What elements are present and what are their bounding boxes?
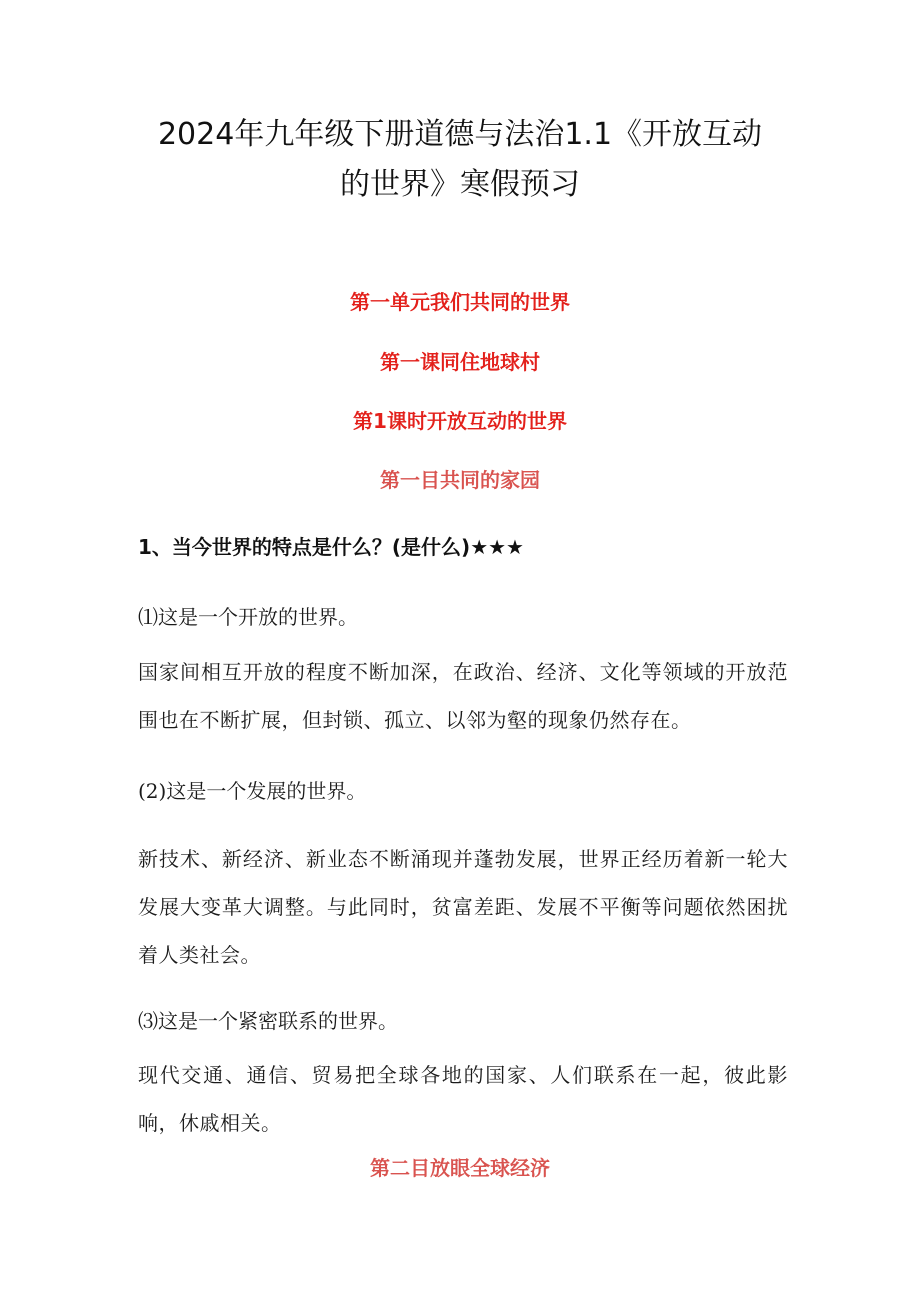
document-title-line-1: 2024年九年级下册道德与法治1.1《开放互动	[157, 117, 763, 152]
question-1: 1、当今世界的特点是什么？(是什么)★★★	[138, 535, 524, 559]
unit-heading: 第一单元我们共同的世界	[350, 290, 570, 314]
section-heading-global-economy: 第二目放眼全球经济	[370, 1156, 550, 1180]
point-2-label: (2)这是一个发展的世界。	[138, 779, 367, 803]
document-title-line-2: 的世界》寒假预习	[340, 167, 580, 202]
point-2-text: 新技术、新经济、新业态不断涌现并蓬勃发展，世界正经历着新一轮大发展大变革大调整。与此同时，贫富差距、发展不平衡等问题依然困扰着人类社会。	[138, 847, 788, 967]
lesson-heading: 第一课同住地球村	[380, 350, 540, 374]
section-heading-common-home: 第一目共同的家园	[380, 468, 540, 492]
point-3-label: ⑶这是一个紧密联系的世界。	[138, 1009, 398, 1033]
point-1-text: 国家间相互开放的程度不断加深，在政治、经济、文化等领域的开放范围也在不断扩展，但封锁、孤立、以邻为壑的现象仍然存在。	[138, 660, 788, 732]
document-title	[0, 110, 920, 210]
point-1-label: ⑴这是一个开放的世界。	[138, 605, 358, 629]
point-3-text: 现代交通、通信、贸易把全球各地的国家、人们联系在一起，彼此影响，休戚相关。	[138, 1063, 788, 1135]
period-heading: 第1课时开放互动的世界	[353, 409, 567, 433]
